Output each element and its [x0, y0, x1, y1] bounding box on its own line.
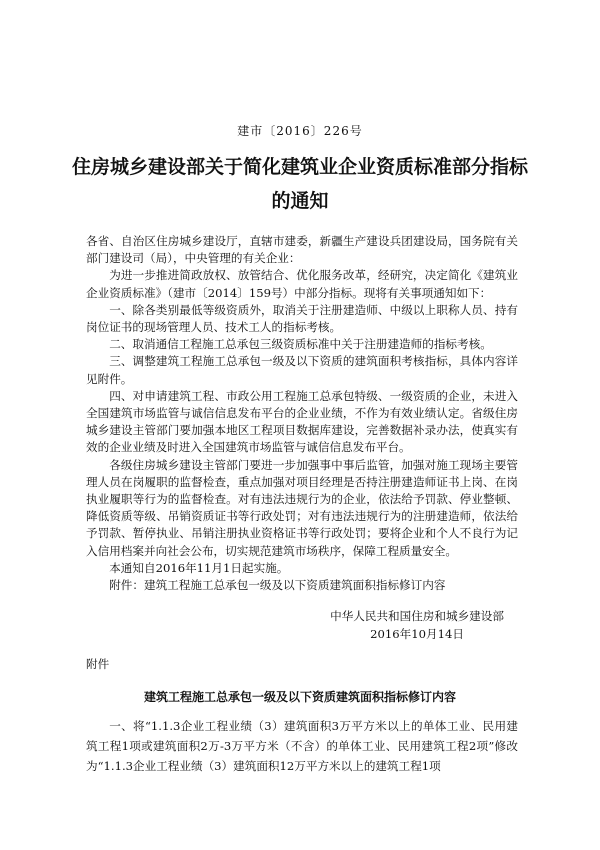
issue-date: 2016年10月14日: [370, 626, 464, 641]
document-body: [86, 233, 518, 594]
body-paragraph: 二、取消通信工程施工总承包三级资质标准中关于注册建造师的指标考核。: [109, 337, 492, 352]
attachment-heading: 附件: [86, 657, 110, 671]
body-paragraph: 四、对申请建筑工程、市政公用工程施工总承包特级、一级资质的企业，未进入全国建筑市场监管与诚信信息发布平台的企业业绩，不作为有效业绩认定。省级住房城乡建设主管部门要加强本地区工程项目数据库建设，完善数据补录办法，使真实有效的企业业绩及时进入全国建筑市场监管与诚信信息发布平台。: [86, 388, 518, 455]
effective-date-paragraph: 本通知自2016年11月1日起实施。: [109, 560, 289, 575]
attachment-paragraph: 一、将“1.1.3企业工程业绩（3）建筑面积3万平方米以上的单体工业、民用建筑工程1项或建筑面积2万-3万平方米（不含）的单体工业、民用建筑工程2项”修改为“1.1.3企业工程业绩（3）建筑面积12万平方米以上的建筑工程1项: [86, 719, 518, 773]
signature-block: [330, 608, 504, 643]
body-paragraph: 为进一步推进简政放权、放管结合、优化服务改革，经研究，决定简化《建筑业企业资质标准》（建市〔2014〕159号）中部分指标。现将有关事项通知如下：: [86, 268, 518, 300]
body-paragraph: 各级住房城乡建设主管部门要进一步加强事中事后监管，加强对施工现场主要管理人员在岗履职的监督检查，重点加强对项目经理是否持注册建造师证书上岗、在岗执业履职等行为的监督检查。对有违法违规行为的企业，依法给予罚款、停业整顿、降低资质等级、吊销资质证书等行政处罚；对有违法违规行为的注册建造师，依法给予罚款、暂停执业、吊销注册执业资格证书等行政处罚；要将企业和个人不良行为记入信用档案并向社会公布，切实规范建筑市场秩序，保障工程质量安全。: [86, 457, 518, 558]
attachment-title: 建筑工程施工总承包一级及以下资质建筑面积指标修订内容: [143, 690, 456, 704]
issuer-name: 中华人民共和国住房和城乡建设部: [330, 609, 504, 623]
addressee-paragraph: 各省、自治区住房城乡建设厅，直辖市建委，新疆生产建设兵团建设局，国务院有关部门建设司（局），中央管理的有关企业：: [86, 234, 518, 266]
attachment-body: [86, 716, 518, 776]
body-paragraph: 一、除各类别最低等级资质外，取消关于注册建造师、中级以上职称人员、持有岗位证书的现场管理人员、技术工人的指标考核。: [86, 302, 518, 335]
attachment-reference: 附件：建筑工程施工总承包一级及以下资质建筑面积指标修订内容: [109, 578, 446, 593]
document-title: 住房城乡建设部关于简化建筑业企业资质标准部分指标的通知: [71, 156, 528, 212]
document-number: 建市〔2016〕226号: [237, 124, 363, 138]
body-paragraph: 三、调整建筑工程施工总承包一级及以下资质的建筑面积考核指标，具体内容详见附件。: [86, 354, 518, 386]
